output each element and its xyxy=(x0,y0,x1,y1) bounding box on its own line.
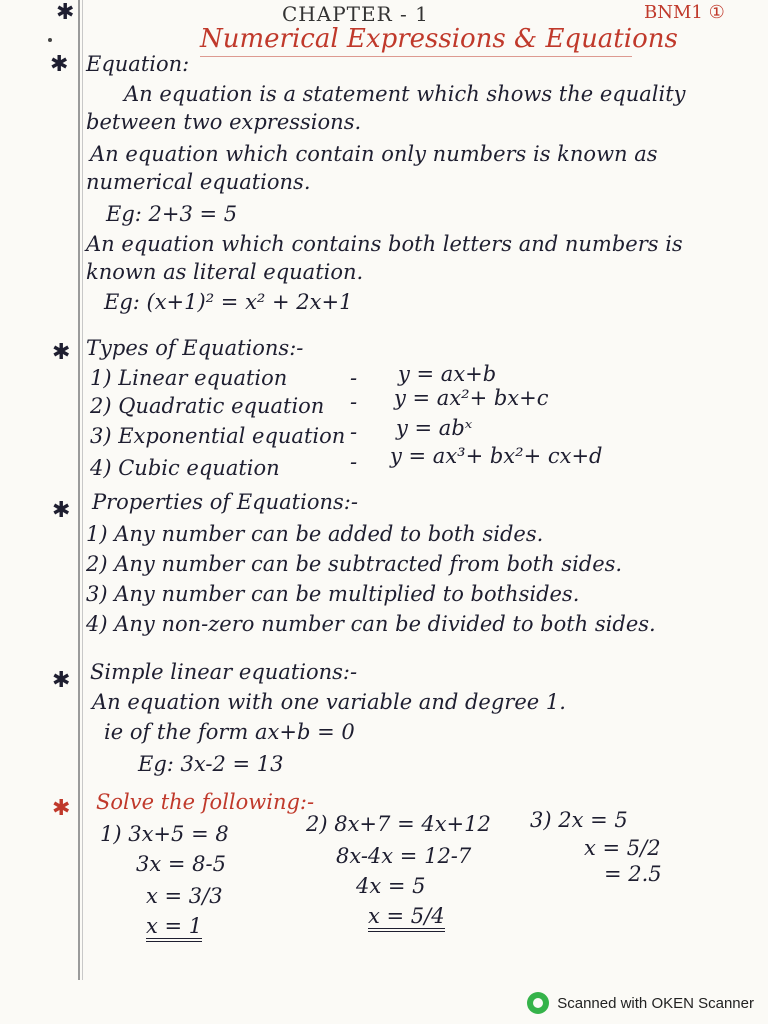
star-icon: ✱ xyxy=(52,498,71,523)
star-icon: ✱ xyxy=(50,52,69,77)
oken-logo-icon xyxy=(527,992,549,1014)
simple-linear-definition: An equation with one variable and degree 1. xyxy=(92,690,566,714)
scanner-watermark-text: Scanned with OKEN Scanner xyxy=(557,994,754,1012)
problem2-step: 2) 8x+7 = 4x+12 xyxy=(306,812,491,836)
property-item: 1) Any number can be added to both sides. xyxy=(86,522,544,546)
section-heading-solve: Solve the following:- xyxy=(96,790,315,814)
property-item: 2) Any number can be subtracted from both sides. xyxy=(86,552,623,576)
numerical-example: Eg: 2+3 = 5 xyxy=(106,202,238,226)
type-name: 1) Linear equation xyxy=(90,366,288,390)
star-icon: ✱ xyxy=(52,796,71,821)
problem2-step: 4x = 5 xyxy=(356,874,426,898)
type-dash: - xyxy=(350,450,358,474)
section-heading-properties: Properties of Equations:- xyxy=(92,490,358,514)
type-formula: y = ax+b xyxy=(398,362,497,386)
type-formula: y = abˣ xyxy=(396,416,473,440)
page-mark: BNM1 ① xyxy=(644,2,725,23)
simple-linear-form: ie of the form ax+b = 0 xyxy=(104,720,355,744)
type-name: 2) Quadratic equation xyxy=(90,394,325,418)
problem1-step: x = 3/3 xyxy=(146,884,223,908)
problem2-step: 8x-4x = 12-7 xyxy=(336,844,472,868)
literal-definition-line1: An equation which contains both letters and numbers is xyxy=(86,232,683,256)
type-name: 4) Cubic equation xyxy=(90,456,280,480)
type-dash: - xyxy=(350,390,358,414)
problem1-step: 1) 3x+5 = 8 xyxy=(100,822,229,846)
simple-linear-example: Eg: 3x-2 = 13 xyxy=(138,752,284,776)
problem1-answer: x = 1 xyxy=(146,914,202,942)
problem3-step: 3) 2x = 5 xyxy=(530,808,628,832)
type-name: 3) Exponential equation xyxy=(90,424,346,448)
type-formula: y = ax²+ bx+c xyxy=(394,386,549,410)
problem2-answer: x = 5/4 xyxy=(368,904,445,932)
title-underline xyxy=(200,56,632,57)
star-icon: ✱ xyxy=(52,340,71,365)
type-dash: - xyxy=(350,420,358,444)
scanner-watermark xyxy=(527,992,754,1014)
problem3-answer: = 2.5 xyxy=(604,862,662,886)
property-item: 4) Any non-zero number can be divided to both sides. xyxy=(86,612,656,636)
numerical-definition-line2: numerical equations. xyxy=(86,170,311,194)
star-icon: ✱ xyxy=(52,668,71,693)
section-heading-simple-linear: Simple linear equations:- xyxy=(90,660,358,684)
type-formula: y = ax³+ bx²+ cx+d xyxy=(390,444,603,468)
star-icon: ✱ xyxy=(56,0,75,25)
literal-definition-line2: known as literal equation. xyxy=(86,260,364,284)
section-heading-equation: Equation: xyxy=(86,52,190,76)
margin-line xyxy=(78,0,80,980)
section-heading-types: Types of Equations:- xyxy=(86,336,304,360)
equation-definition-line2: between two expressions. xyxy=(86,110,362,134)
problem3-step: x = 5/2 xyxy=(584,836,661,860)
chapter-label: CHAPTER - 1 xyxy=(282,2,429,26)
property-item: 3) Any number can be multiplied to bothsides. xyxy=(86,582,580,606)
margin-line-inner xyxy=(82,0,83,980)
numerical-definition-line1: An equation which contain only numbers is known as xyxy=(90,142,658,166)
literal-example: Eg: (x+1)² = x² + 2x+1 xyxy=(104,290,353,314)
equation-definition-line1: An equation is a statement which shows the equality xyxy=(124,82,686,106)
page-title: Numerical Expressions & Equations xyxy=(200,24,678,54)
type-dash: - xyxy=(350,366,358,390)
problem1-step: 3x = 8-5 xyxy=(136,852,226,876)
ink-dot xyxy=(48,38,52,42)
